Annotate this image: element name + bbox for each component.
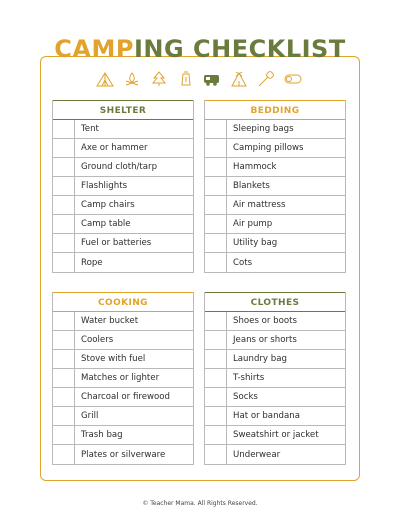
marshmallow-stick-icon [257,71,275,87]
clothes-heading: CLOTHES [205,292,345,312]
item-label: Camp chairs [81,200,135,210]
checkbox[interactable] [205,196,227,214]
list-item[interactable] [205,388,345,407]
list-item[interactable] [53,331,193,350]
checkbox[interactable] [53,312,75,330]
list-item[interactable] [53,120,193,139]
checkbox[interactable] [205,139,227,157]
list-item[interactable] [205,407,345,426]
cooking-section [52,292,194,465]
checkbox[interactable] [205,158,227,176]
item-label: Blankets [233,181,270,191]
checkbox[interactable] [53,407,75,425]
list-item[interactable] [53,253,193,272]
list-item[interactable] [53,369,193,388]
item-label: Hammock [233,162,277,172]
checkbox[interactable] [53,350,75,368]
list-item[interactable] [205,196,345,215]
item-label: Hat or bandana [233,411,300,421]
checkbox[interactable] [53,158,75,176]
item-label: Stove with fuel [81,354,146,364]
item-label: Sweatshirt or jacket [233,430,319,440]
list-item[interactable] [205,158,345,177]
item-label: Coolers [81,335,114,345]
teepee-icon [230,71,248,87]
item-label: Fuel or batteries [81,238,152,248]
item-label: Jeans or shorts [233,335,297,345]
shelter-section [52,100,194,273]
checkbox[interactable] [205,215,227,233]
list-item[interactable] [53,350,193,369]
item-label: Camp table [81,219,131,229]
checkbox[interactable] [53,139,75,157]
checkbox[interactable] [53,331,75,349]
checkbox[interactable] [53,196,75,214]
checkbox[interactable] [205,388,227,406]
list-item[interactable] [53,139,193,158]
list-item[interactable] [205,234,345,253]
item-label: Underwear [233,449,281,460]
list-item[interactable] [205,331,345,350]
item-label: Plates or silverware [81,449,166,460]
tent-icon [96,71,114,87]
checkbox[interactable] [205,312,227,330]
list-item[interactable] [53,445,193,464]
item-label: T-shirts [233,373,265,383]
pine-tree-icon [150,71,168,87]
item-label: Laundry bag [233,354,287,364]
item-label: Shoes or boots [233,316,297,326]
checkbox[interactable] [53,234,75,252]
checkbox[interactable] [205,407,227,425]
list-item[interactable] [53,312,193,331]
list-item[interactable] [205,369,345,388]
list-item[interactable] [205,120,345,139]
list-item[interactable] [205,350,345,369]
list-item[interactable] [53,196,193,215]
list-item[interactable] [205,253,345,272]
item-label: Tent [81,124,99,134]
shelter-heading: SHELTER [53,100,193,120]
clothes-section [204,292,346,465]
checkbox[interactable] [53,253,75,272]
item-label: Sleeping bags [233,124,294,134]
title-part-camp: CAMP [54,35,134,63]
item-label: Rope [81,257,103,268]
list-item[interactable] [205,139,345,158]
bedding-heading: BEDDING [205,100,345,120]
list-item[interactable] [53,426,193,445]
icon-row [96,70,302,88]
list-item[interactable] [53,388,193,407]
list-item[interactable] [205,445,345,464]
item-label: Matches or lighter [81,373,160,383]
item-label: Utility bag [233,238,278,248]
copyright-footer: © Teacher Mama. All Rights Reserved. [142,500,258,507]
item-label: Axe or hammer [81,143,148,153]
item-label: Flashlights [81,181,128,191]
checkbox[interactable] [53,120,75,138]
checkbox[interactable] [53,369,75,387]
list-item[interactable] [53,407,193,426]
checkbox[interactable] [205,426,227,444]
checkbox[interactable] [205,331,227,349]
lantern-icon [177,71,195,87]
list-item[interactable] [205,177,345,196]
item-label: Air pump [233,219,273,229]
checkbox[interactable] [53,215,75,233]
item-label: Socks [233,392,258,402]
bedding-section [204,100,346,273]
item-label: Trash bag [81,430,123,440]
item-label: Cots [233,257,253,268]
page-title [0,34,400,64]
item-label: Ground cloth/tarp [81,162,158,172]
list-item[interactable] [53,158,193,177]
item-label: Camping pillows [233,143,304,153]
title-part-checklist: ING CHECKLIST [133,35,346,63]
list-item[interactable] [205,215,345,234]
item-label: Air mattress [233,200,286,210]
item-label: Water bucket [81,316,139,326]
checkbox[interactable] [53,426,75,444]
cooking-heading: COOKING [53,292,193,312]
checkbox[interactable] [205,445,227,464]
checkbox[interactable] [205,234,227,252]
item-label: Charcoal or firewood [81,392,170,402]
checkbox[interactable] [53,177,75,195]
checkbox[interactable] [205,369,227,387]
list-item[interactable] [205,426,345,445]
checkbox[interactable] [205,120,227,138]
checkbox[interactable] [205,350,227,368]
checkbox[interactable] [53,388,75,406]
checkbox[interactable] [53,445,75,464]
campfire-icon [123,71,141,87]
item-label: Grill [81,411,99,421]
camper-van-icon [203,71,221,87]
checkbox[interactable] [205,253,227,272]
list-item[interactable] [53,234,193,253]
list-item[interactable] [53,215,193,234]
sleeping-bag-icon [284,71,302,87]
checkbox[interactable] [205,177,227,195]
list-item[interactable] [205,312,345,331]
list-item[interactable] [53,177,193,196]
